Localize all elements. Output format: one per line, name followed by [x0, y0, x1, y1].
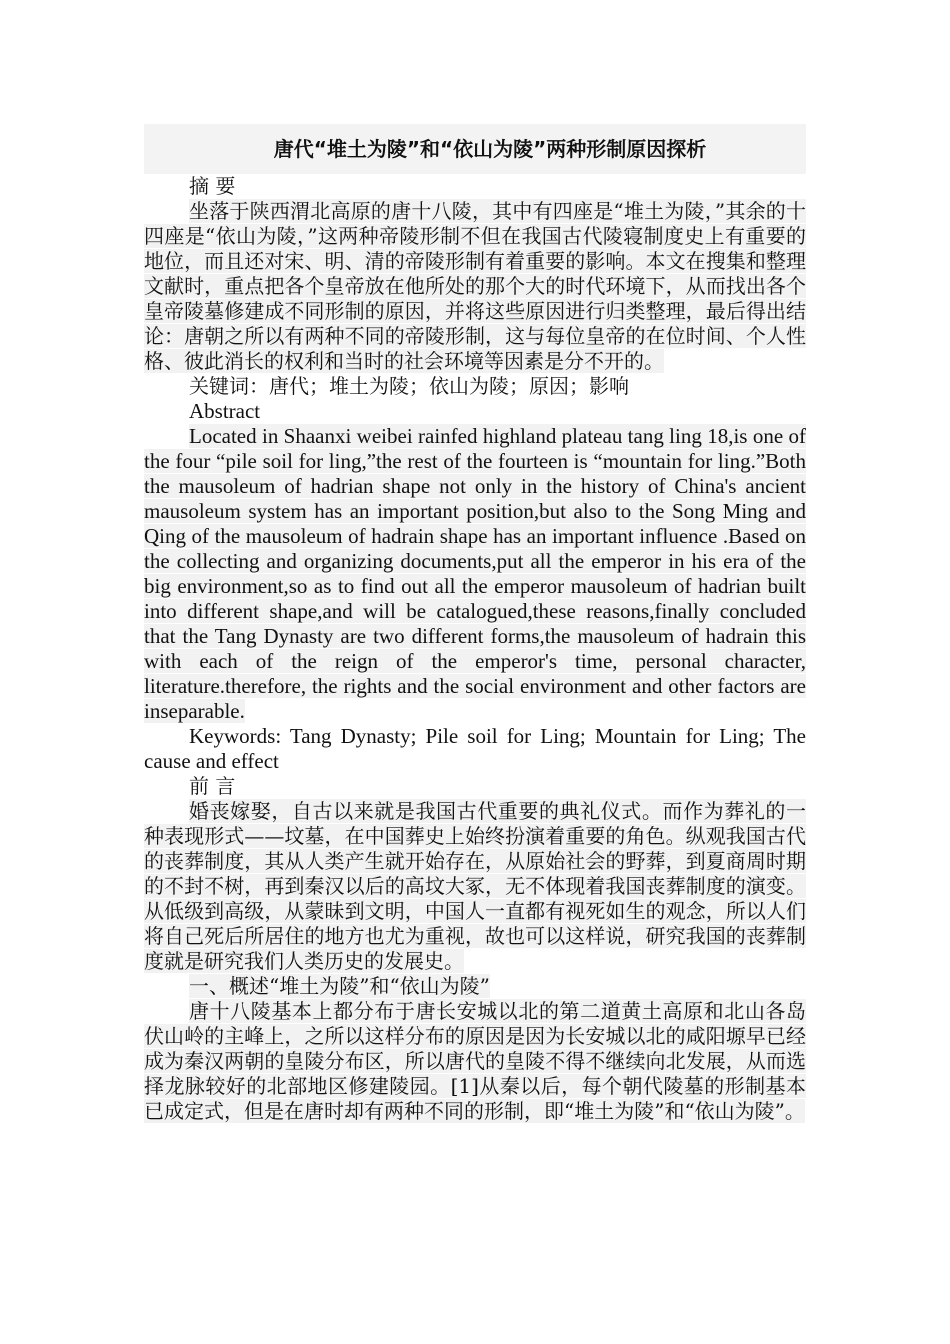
preface-text: 婚丧嫁娶，自古以来就是我国古代重要的典礼仪式。而作为葬礼的一种表现形式——坟墓，在中国葬史上始终扮演着重要的角色。纵观我国古代的丧葬制度，其从人类产生就开始存在，从原始社会的野葬，到夏商周时期的不封不树，再到秦汉以后的高坟大冢，无不体现着我国丧葬制度的演变。从低级到高级，从蒙昧到文明，中国人一直都有视死如生的观念，所以人们将自己死后所居住的地方也尤为重视，故也可以这样说，研究我国的丧葬制度就是研究我们人类历史的发展史。: [144, 799, 806, 973]
abstract-cn-text: 坐落于陕西渭北高原的唐十八陵，其中有四座是“堆土为陵，”其余的十四座是“依山为陵，”这两种帝陵形制不但在我国古代陵寝制度史上有重要的地位，而且还对宋、明、清的帝陵形制有着重要的影响。本文在搜集和整理文献时，重点把各个皇帝放在他所处的那个大的时代环境下，从而找出各个皇帝陵墓修建成不同形制的原因，并将这些原因进行归类整理，最后得出结论：唐朝之所以有两种不同的帝陵形制，这与每位皇帝的在位时间、个人性格、彼此消长的权利和当时的社会环境等因素是分不开的。: [144, 199, 806, 373]
abstract-en-text: Located in Shaanxi weibei rainfed highland plateau tang ling 18,is one of the four “pile soil for ling,”the rest of the fourteen is “mountain for ling.”Both the mausoleum of hadrian shape not only in the history of China's ancient mausoleum system has an important position,but also to the Song Ming and Qing of the mausoleum of hadrain shape has an important influence .Based on the collecting and organizing documents,put all the emperor in his era of the big environment,so as to find out all the emperor mausoleum of hadrian built into different shape,and will be catalogued,these reasons,finally concluded that the Tang Dynasty are two different forms,the mausoleum of hadrain this with each of the reign of the emperor's time, personal character, literature.therefore, the rights and the social environment and other factors are inseparable.: [144, 424, 806, 723]
abstract-cn-paragraph: [144, 199, 806, 374]
preface-heading: 前 言: [189, 774, 236, 798]
document-body: [144, 124, 806, 1124]
keywords-cn: 关键词：唐代；堆土为陵；依山为陵；原因；影响: [189, 374, 629, 398]
preface-paragraph: [144, 799, 806, 974]
keywords-en: Keywords: Tang Dynasty; Pile soil for Ling; Mountain for Ling; The cause and effect: [144, 724, 806, 773]
abstract-en-heading: Abstract: [189, 399, 261, 423]
abstract-heading: 摘 要: [189, 174, 236, 198]
document-title: 唐代“堆土为陵”和“依山为陵”两种形制原因探析: [144, 124, 806, 174]
section1-paragraph: [144, 999, 806, 1124]
abstract-en-paragraph: [144, 424, 806, 724]
section1-heading: [144, 974, 806, 999]
section1-text: 唐十八陵基本上都分布于唐长安城以北的第二道黄土高原和北山各岛伏山岭的主峰上，之所以这样分布的原因是因为长安城以北的咸阳塬早已经成为秦汉两朝的皇陵分布区，所以唐代的皇陵不得不继续向北发展，从而选择龙脉较好的北部地区修建陵园。[1]从秦以后，每个朝代陵墓的形制基本已成定式，但是在唐时却有两种不同的形制，即“堆土为陵”和“依山为陵”。: [144, 999, 806, 1123]
section1-heading-text: 一、概述“堆土为陵”和“依山为陵”: [189, 974, 490, 998]
